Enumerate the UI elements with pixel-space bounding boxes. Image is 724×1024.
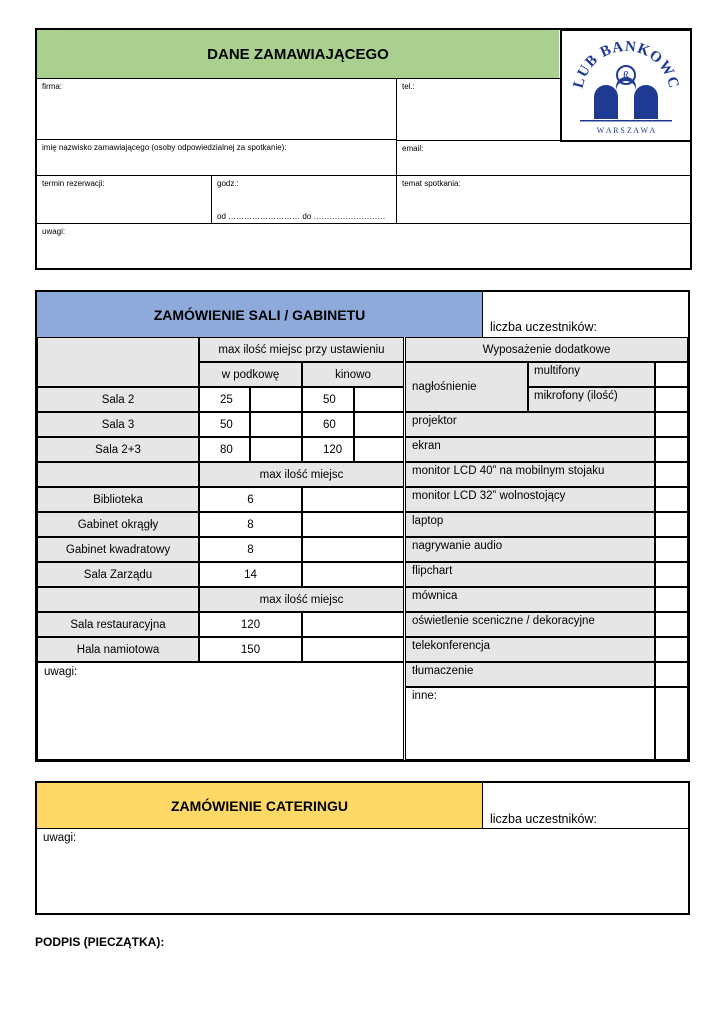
equipment-item: tłumaczenie [405,662,655,687]
equipment-check[interactable] [655,437,688,462]
signature-label: PODPIS (PIECZĄTKA): [35,935,165,949]
name-cell[interactable] [37,140,396,176]
hall-name: Hala namiotowa [37,637,199,662]
small-room-check[interactable] [302,537,404,562]
small-room-check[interactable] [302,512,404,537]
room-order-title: ZAMÓWIENIE SALI / GABINETU [37,292,482,337]
equipment-item: telekonferencja [405,637,655,662]
small-room-name: Gabinet okrągły [37,512,199,537]
room-header-blank [37,337,199,387]
room-uwagi-cell[interactable] [37,662,404,760]
temat-cell[interactable] [396,176,690,224]
multifony-check[interactable] [655,362,688,387]
small-room-name: Sala Zarządu [37,562,199,587]
max-setting-header: max ilość miejsc przy ustawieniu [199,337,404,362]
equipment-check[interactable] [655,537,688,562]
room-podkowe-check[interactable] [250,387,302,412]
equipment-header: Wyposażenie dodatkowe [405,337,688,362]
room-name: Sala 3 [37,412,199,437]
club-logo [560,29,692,142]
equipment-item: projektor [405,412,655,437]
logo-graphic [562,31,690,140]
equipment-item: nagrywanie audio [405,537,655,562]
podkowe-header: w podkowę [199,362,302,387]
small-room-max: 14 [199,562,302,587]
small-room-max: 6 [199,487,302,512]
inne-cell[interactable]: inne: [405,687,655,760]
firma-cell[interactable] [37,78,396,140]
multifony-label: multifony [528,362,655,387]
logo-city: W A R S Z A W A [596,126,656,135]
equipment-check[interactable] [655,587,688,612]
equipment-check[interactable] [655,662,688,687]
room-podkowe-value: 80 [199,437,250,462]
room-kinowo-value: 60 [302,412,354,437]
email-label: email: [402,144,424,153]
equipment-item: ekran [405,437,655,462]
max-header-2: max ilość miejsc [199,462,404,487]
equipment-check[interactable] [655,412,688,437]
equipment-item: monitor LCD 40” na mobilnym stojaku [405,462,655,487]
inne-check[interactable] [655,687,688,760]
room-kinowo-check[interactable] [354,387,404,412]
godz-cell[interactable] [211,176,396,224]
room-kinowo-value: 120 [302,437,354,462]
hall-check[interactable] [302,612,404,637]
small-room-check[interactable] [302,562,404,587]
room-name: Sala 2+3 [37,437,199,462]
email-cell[interactable] [396,140,690,176]
max-header-3: max ilość miejsc [199,587,404,612]
room-podkowe-check[interactable] [250,412,302,437]
room-podkowe-check[interactable] [250,437,302,462]
small-room-name: Biblioteka [37,487,199,512]
room-podkowe-value: 50 [199,412,250,437]
naglosnienie-label: nagłośnienie [405,362,528,412]
tel-label: tel.: [402,82,415,91]
hall-check[interactable] [302,637,404,662]
equipment-check[interactable] [655,487,688,512]
hall-max: 120 [199,612,302,637]
small-room-max: 8 [199,512,302,537]
small-rooms-header-blank [37,462,199,487]
godz-label: godz.: [217,179,239,188]
equipment-check[interactable] [655,612,688,637]
hall-name: Sala restauracyjna [37,612,199,637]
small-room-name: Gabinet kwadratowy [37,537,199,562]
equipment-check[interactable] [655,512,688,537]
uwagi-cell-1[interactable] [37,224,690,268]
equipment-check[interactable] [655,462,688,487]
termin-cell[interactable] [37,176,211,224]
mikrofony-check[interactable] [655,387,688,412]
room-participants-cell[interactable] [482,292,688,337]
equipment-check[interactable] [655,637,688,662]
small-room-check[interactable] [302,487,404,512]
logo-monogram: ß [622,68,630,83]
hall-max: 150 [199,637,302,662]
logo-arc-text: LUB BANKOWC [570,38,682,91]
equipment-item: laptop [405,512,655,537]
equipment-check[interactable] [655,562,688,587]
customer-data-title: DANE ZAMAWIAJĄCEGO [37,30,559,78]
name-label: imię nazwisko zamawiającego (osoby odpowiedzialnej za spotkanie): [42,143,287,152]
termin-label: termin rezerwacji: [42,179,105,188]
room-name: Sala 2 [37,387,199,412]
room-kinowo-check[interactable] [354,412,404,437]
equipment-item: oświetlenie sceniczne / dekoracyjne [405,612,655,637]
room-uwagi-label: uwagi: [44,666,78,678]
equipment-item: flipchart [405,562,655,587]
catering-participants-cell[interactable] [482,783,688,828]
room-podkowe-value: 25 [199,387,250,412]
equipment-item: mównica [405,587,655,612]
catering-title: ZAMÓWIENIE CATERINGU [37,783,482,828]
uwagi-label-1: uwagi: [42,227,66,236]
catering-participants-label: liczba uczestników: [490,812,597,826]
small-room-max: 8 [199,537,302,562]
temat-label: temat spotkania: [402,179,461,188]
firma-label: firma: [42,82,62,91]
mikrofony-label: mikrofony (ilość) [528,387,655,412]
kinowo-header: kinowo [302,362,404,387]
room-kinowo-value: 50 [302,387,354,412]
equipment-item: monitor LCD 32” wolnostojący [405,487,655,512]
room-participants-label: liczba uczestników: [490,320,597,334]
room-kinowo-check[interactable] [354,437,404,462]
od-do-label: od ……………………… do ……………………… [217,212,386,221]
catering-uwagi-label: uwagi: [43,832,77,844]
catering-uwagi-cell[interactable] [37,828,688,913]
halls-header-blank [37,587,199,612]
